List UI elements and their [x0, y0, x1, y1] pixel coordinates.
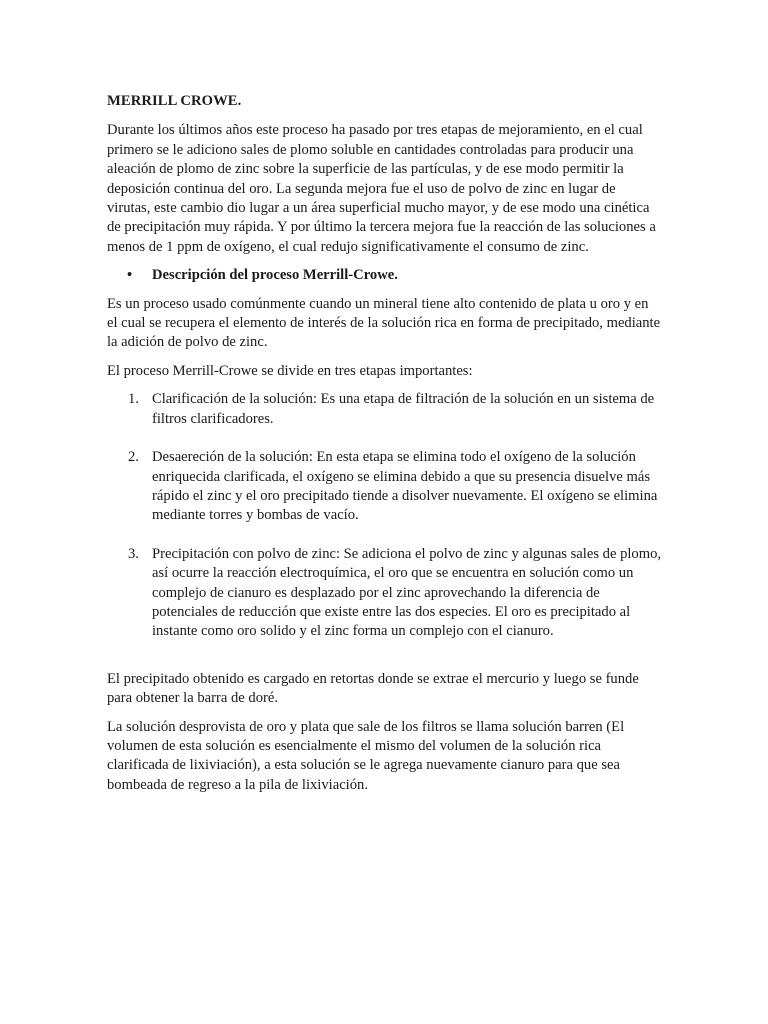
list-item-text: Clarificación de la solución: Es una etapa de filtración de la solución en un sistema de filtros clarificadores. [152, 391, 655, 427]
list-item [107, 545, 662, 642]
list-item [107, 448, 662, 526]
list-item-number: 2. [128, 449, 139, 466]
document-page [107, 92, 662, 804]
bullet-dot: • [127, 267, 133, 284]
bullet-heading-text: Descripción del proceso Merrill-Crowe. [152, 267, 398, 284]
intro-paragraph: Durante los últimos años este proceso ha pasado por tres etapas de mejoramiento, en el cual primero se le adiciono sales de plomo soluble en cantidades controladas para producir una aleación de plomo de zinc sobre la superficie de las partículas, y de ese modo permitir la deposición continua del oro. La segunda mejora fue el uso de polvo de zinc en lugar de virutas, este cambio dio lugar a un área superficial mucho mayor, y de ese modo una cinética de precipitación muy rápida. Y por último la tercera mejora fue la reacción de las soluciones a menos de 1 ppm de oxígeno, el cual redujo significativamente el consumo de zinc. [107, 122, 656, 255]
document-title: MERRILL CROWE. [107, 93, 242, 109]
precipitate-paragraph: El precipitado obtenido es cargado en retortas donde se extrae el mercurio y luego se funde para obtener la barra de doré. [107, 670, 639, 707]
list-item-number: 1. [128, 391, 139, 408]
stages-intro-paragraph: El proceso Merrill-Crowe se divide en tres etapas importantes: [107, 362, 473, 379]
barren-paragraph: La solución desprovista de oro y plata que sale de los filtros se llama solución barren (El volumen de esta solución es esencialmente el mismo del volumen de la solución rica clarificada de lixiviación), a esta solución se le agrega nuevamente cianuro para que sea bombeada de regreso a la pila de lixiviación. [107, 718, 625, 793]
list-item-number: 3. [128, 545, 139, 562]
list-item-text: Precipitación con polvo de zinc: Se adiciona el polvo de zinc y algunas sales de plomo, así ocurre la reacción electroquímica, el oro que se encuentra en solución como un complejo de cianuro es desplazado por el zinc aprovechando la diferencia de potenciales de reducción que existe entre las dos especies. El oro es precipitado al instante como oro solido y el zinc forma un complejo con el cianuro. [152, 545, 662, 640]
list-item-text: Desaereción de la solución: En esta etapa se elimina todo el oxígeno de la solución enriquecida clarificada, el oxígeno se elimina debido a que su presencia disuelve más rápido el zinc y el oro precipitado tiende a disolver nuevamente. El oxígeno se elimina mediante torres y bombas de vacío. [152, 449, 658, 524]
description-paragraph: Es un proceso usado comúnmente cuando un mineral tiene alto contenido de plata u oro y en el cual se recupera el elemento de interés de la solución rica en forma de precipitado, mediante la adición de polvo de zinc. [107, 295, 661, 351]
stages-list [107, 390, 662, 641]
bullet-heading [107, 266, 662, 285]
list-item [107, 390, 662, 429]
